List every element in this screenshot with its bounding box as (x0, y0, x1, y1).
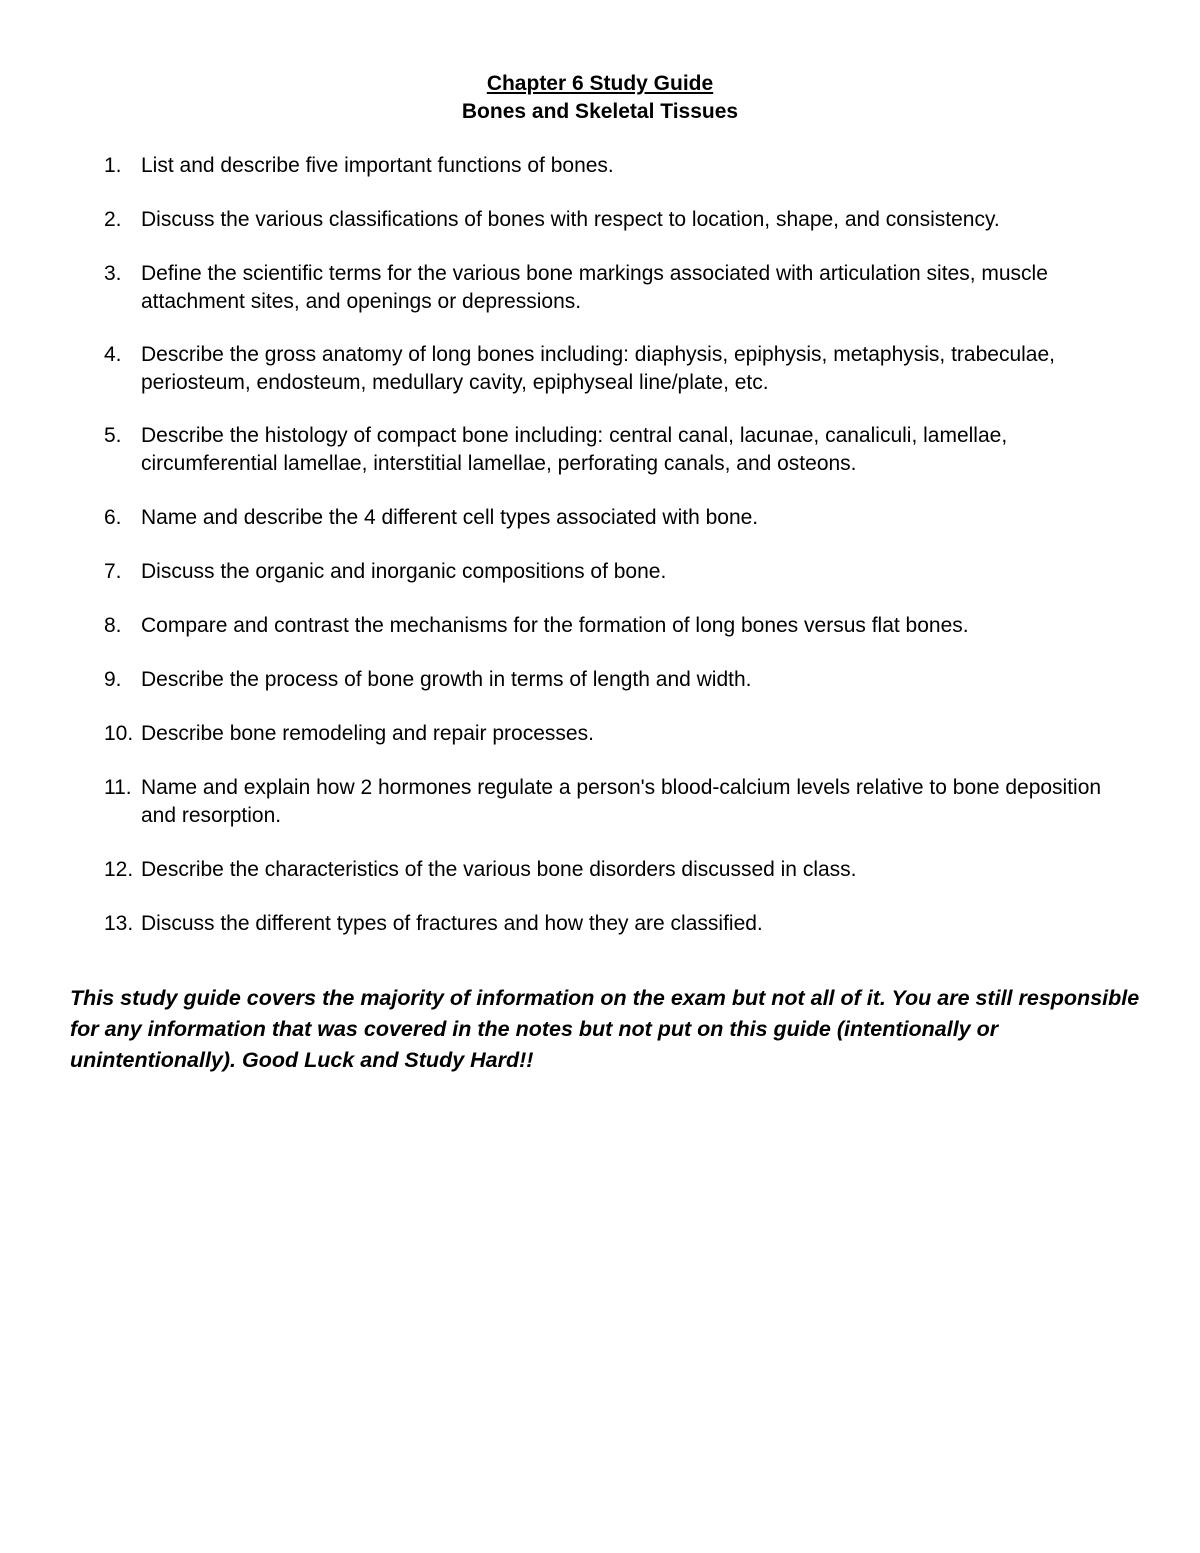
item-number: 7. (104, 560, 122, 583)
item-text: Name and describe the 4 different cell types associated with bone. (141, 506, 759, 529)
item-text: Name and explain how 2 hormones regulate a person's blood-calcium levels relative to bone deposition and resorption. (141, 776, 1102, 827)
item-number: 9. (104, 668, 122, 691)
item-text: Discuss the various classifications of bones with respect to location, shape, and consistency. (141, 208, 1000, 231)
item-text: List and describe five important functions of bones. (141, 154, 614, 177)
item-text: Discuss the organic and inorganic compositions of bone. (141, 560, 667, 583)
closing-note: This study guide covers the majority of information on the exam but not all of it. You are still responsible for any information that was covered in the notes but not put on this guide (intentionally or unintentionally). Good Luck and Study Hard!! (70, 986, 1140, 1072)
item-number: 2. (104, 208, 122, 231)
item-text: Describe the histology of compact bone including: central canal, lacunae, canaliculi, lamellae, circumferential lamellae, interstitial lamellae, perforating canals, and osteons. (141, 424, 1008, 475)
item-number: 4. (104, 343, 122, 366)
item-text: Describe bone remodeling and repair processes. (141, 722, 594, 745)
item-number: 11. (104, 776, 132, 799)
item-number: 10. (104, 722, 134, 745)
item-number: 13. (104, 912, 134, 935)
item-number: 5. (104, 424, 122, 447)
item-number: 1. (104, 154, 122, 177)
item-text: Define the scientific terms for the various bone markings associated with articulation sites, muscle attachment sites, and openings or depressions. (141, 262, 1048, 313)
item-text: Describe the process of bone growth in terms of length and width. (141, 668, 752, 691)
page-title: Chapter 6 Study Guide (486, 72, 714, 95)
item-number: 3. (104, 262, 122, 285)
item-text: Compare and contrast the mechanisms for the formation of long bones versus flat bones. (141, 614, 969, 637)
item-text: Describe the gross anatomy of long bones including: diaphysis, epiphysis, metaphysis, trabeculae, periosteum, endosteum, medullary cavity, epiphyseal line/plate, etc. (141, 343, 1056, 394)
item-number: 8. (104, 614, 122, 637)
item-number: 6. (104, 506, 122, 529)
item-number: 12. (104, 858, 134, 881)
item-text: Describe the characteristics of the various bone disorders discussed in class. (141, 858, 857, 881)
item-text: Discuss the different types of fractures and how they are classified. (141, 912, 763, 935)
page-subtitle: Bones and Skeletal Tissues (461, 100, 739, 123)
